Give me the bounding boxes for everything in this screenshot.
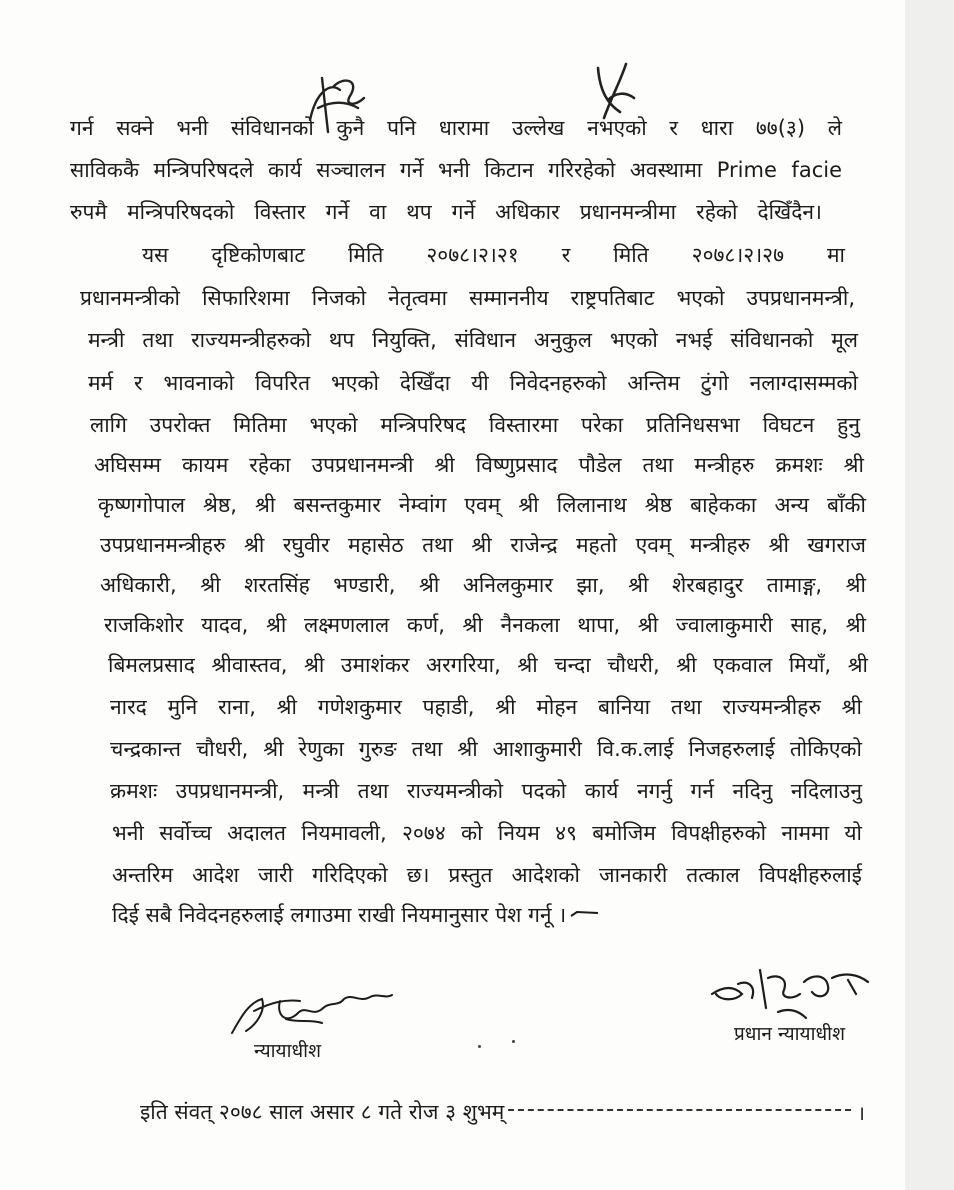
paragraph-line: क्रमशः उपप्रधानमन्त्री, मन्त्री तथा राज्यमन्त्रीको पदको कार्य नगर्नु गर्न नदिनु नदिलाउनु [110,779,862,803]
dashed-line [508,1109,851,1111]
background-margin [905,0,954,1190]
paragraph-line: यस दृष्टिकोणबाट मिति २०७८।२।२१ र मिति २०७८।२।२७ मा [142,243,845,267]
paragraph-line: रुपमै मन्त्रिपरिषदको विस्तार गर्ने वा थप गर्ने अधिकार प्रधानमन्त्रीमा रहेको देखिँदैन। [70,200,822,224]
justice-signature-block [210,985,410,1065]
paragraph-line: चन्द्रकान्त चौधरी, श्री रेणुका गुरुङ तथा श्री आशाकुमारी वि.क.लाई निजहरुलाई तोकिएको [110,737,862,761]
paragraph-line: दिई सबै निवेदनहरुलाई लगाउमा राखी नियमानुसार पेश गर्नू । [112,903,567,927]
end-mark: । [857,1100,865,1125]
closing-dash-mark [570,908,600,922]
closing-date-line [140,1095,865,1129]
paragraph-line: लागि उपरोक्त मितिमा भएको मन्त्रिपरिषद विस्तारमा परेका प्रतिनिधसभा विघटन हुनु [90,413,860,437]
justice-signature [226,989,396,1037]
paragraph-line: अधिकारी, श्री शरतसिंह भण्डारी, श्री अनिलकुमार झा, श्री शेरबहादुर तामाङ्ग, श्री [100,573,866,597]
paragraph-line: राजकिशोर यादव, श्री लक्ष्मणलाल कर्ण, श्री नैनकला थापा, श्री ज्वालाकुमारी साह, श्री [104,613,866,637]
paragraph-line: अघिसम्म कायम रहेका उपप्रधानमन्त्री श्री विष्णुप्रसाद पौडेल तथा मन्त्रीहरु क्रमशः श्री [94,453,864,477]
ink-speck [512,1040,515,1043]
justice-title: न्यायाधीश [254,1040,322,1062]
handwritten-initials-right [590,62,638,122]
paragraph-line: साविककै मन्त्रिपरिषदले कार्य सञ्चालन गर्ने भनी किटान गरिरहेको अवस्थामा Prime facie [70,158,842,182]
paragraph-line: मर्म र भावनाको विपरित भएको देखिँदा यी निवेदनहरुको अन्तिम टुंगो नलाग्दासम्मको [88,371,858,395]
paragraph-line: गर्न सक्ने भनी संविधानको कुनै पनि धारामा उल्लेख नभएको र धारा ७७(३) ले [70,116,842,140]
chief-justice-signature [708,964,878,1024]
closing-date-text: इति संवत् २०७८ साल असार ८ गते रोज ३ शुभम् [140,1100,505,1124]
paragraph-line: नारद मुनि राना, श्री गणेशकुमार पहाडी, श्री मोहन बानिया तथा राज्यमन्त्रीहरु श्री [110,695,862,719]
paragraph-line: प्रधानमन्त्रीको सिफारिशमा निजको नेतृत्वमा सम्माननीय राष्ट्रपतिबाट भएको उपप्रधानमन्त्री, [80,286,855,310]
paragraph-line: मन्त्री तथा राज्यमन्त्रीहरुको थप नियुक्ति, संविधान अनुकुल भएको नभई संविधानको मूल [88,328,858,352]
handwritten-initials-left [300,72,372,142]
paragraph-line: अन्तरिम आदेश जारी गरिदिएको छ। प्रस्तुत आदेशको जानकारी तत्काल विपक्षीहरुलाई [112,863,862,887]
chief-justice-signature-block [700,960,890,1050]
paragraph-line: उपप्रधानमन्त्रीहरु श्री रघुवीर महासेठ तथा श्री राजेन्द्र महतो एवम् मन्त्रीहरु श्री खगराज [100,533,866,557]
paragraph-line: कृष्णगोपाल श्रेष्ठ, श्री बसन्तकुमार नेम्वांग एवम् श्री लिलानाथ श्रेष्ठ बाहेकका अन्य बाँकी [98,493,866,517]
paragraph-line: बिमलप्रसाद श्रीवास्तव, श्री उमाशंकर अरगरिया, श्री चन्दा चौधरी, श्री एकवाल मियाँ, श्री [108,653,868,677]
ink-speck [478,1045,481,1048]
paragraph-line: भनी सर्वोच्च अदालत नियमावली, २०७४ को नियम ४९ बमोजिम विपक्षीहरुको नाममा यो [112,821,862,845]
chief-justice-title: प्रधान न्यायाधीश [734,1023,846,1045]
